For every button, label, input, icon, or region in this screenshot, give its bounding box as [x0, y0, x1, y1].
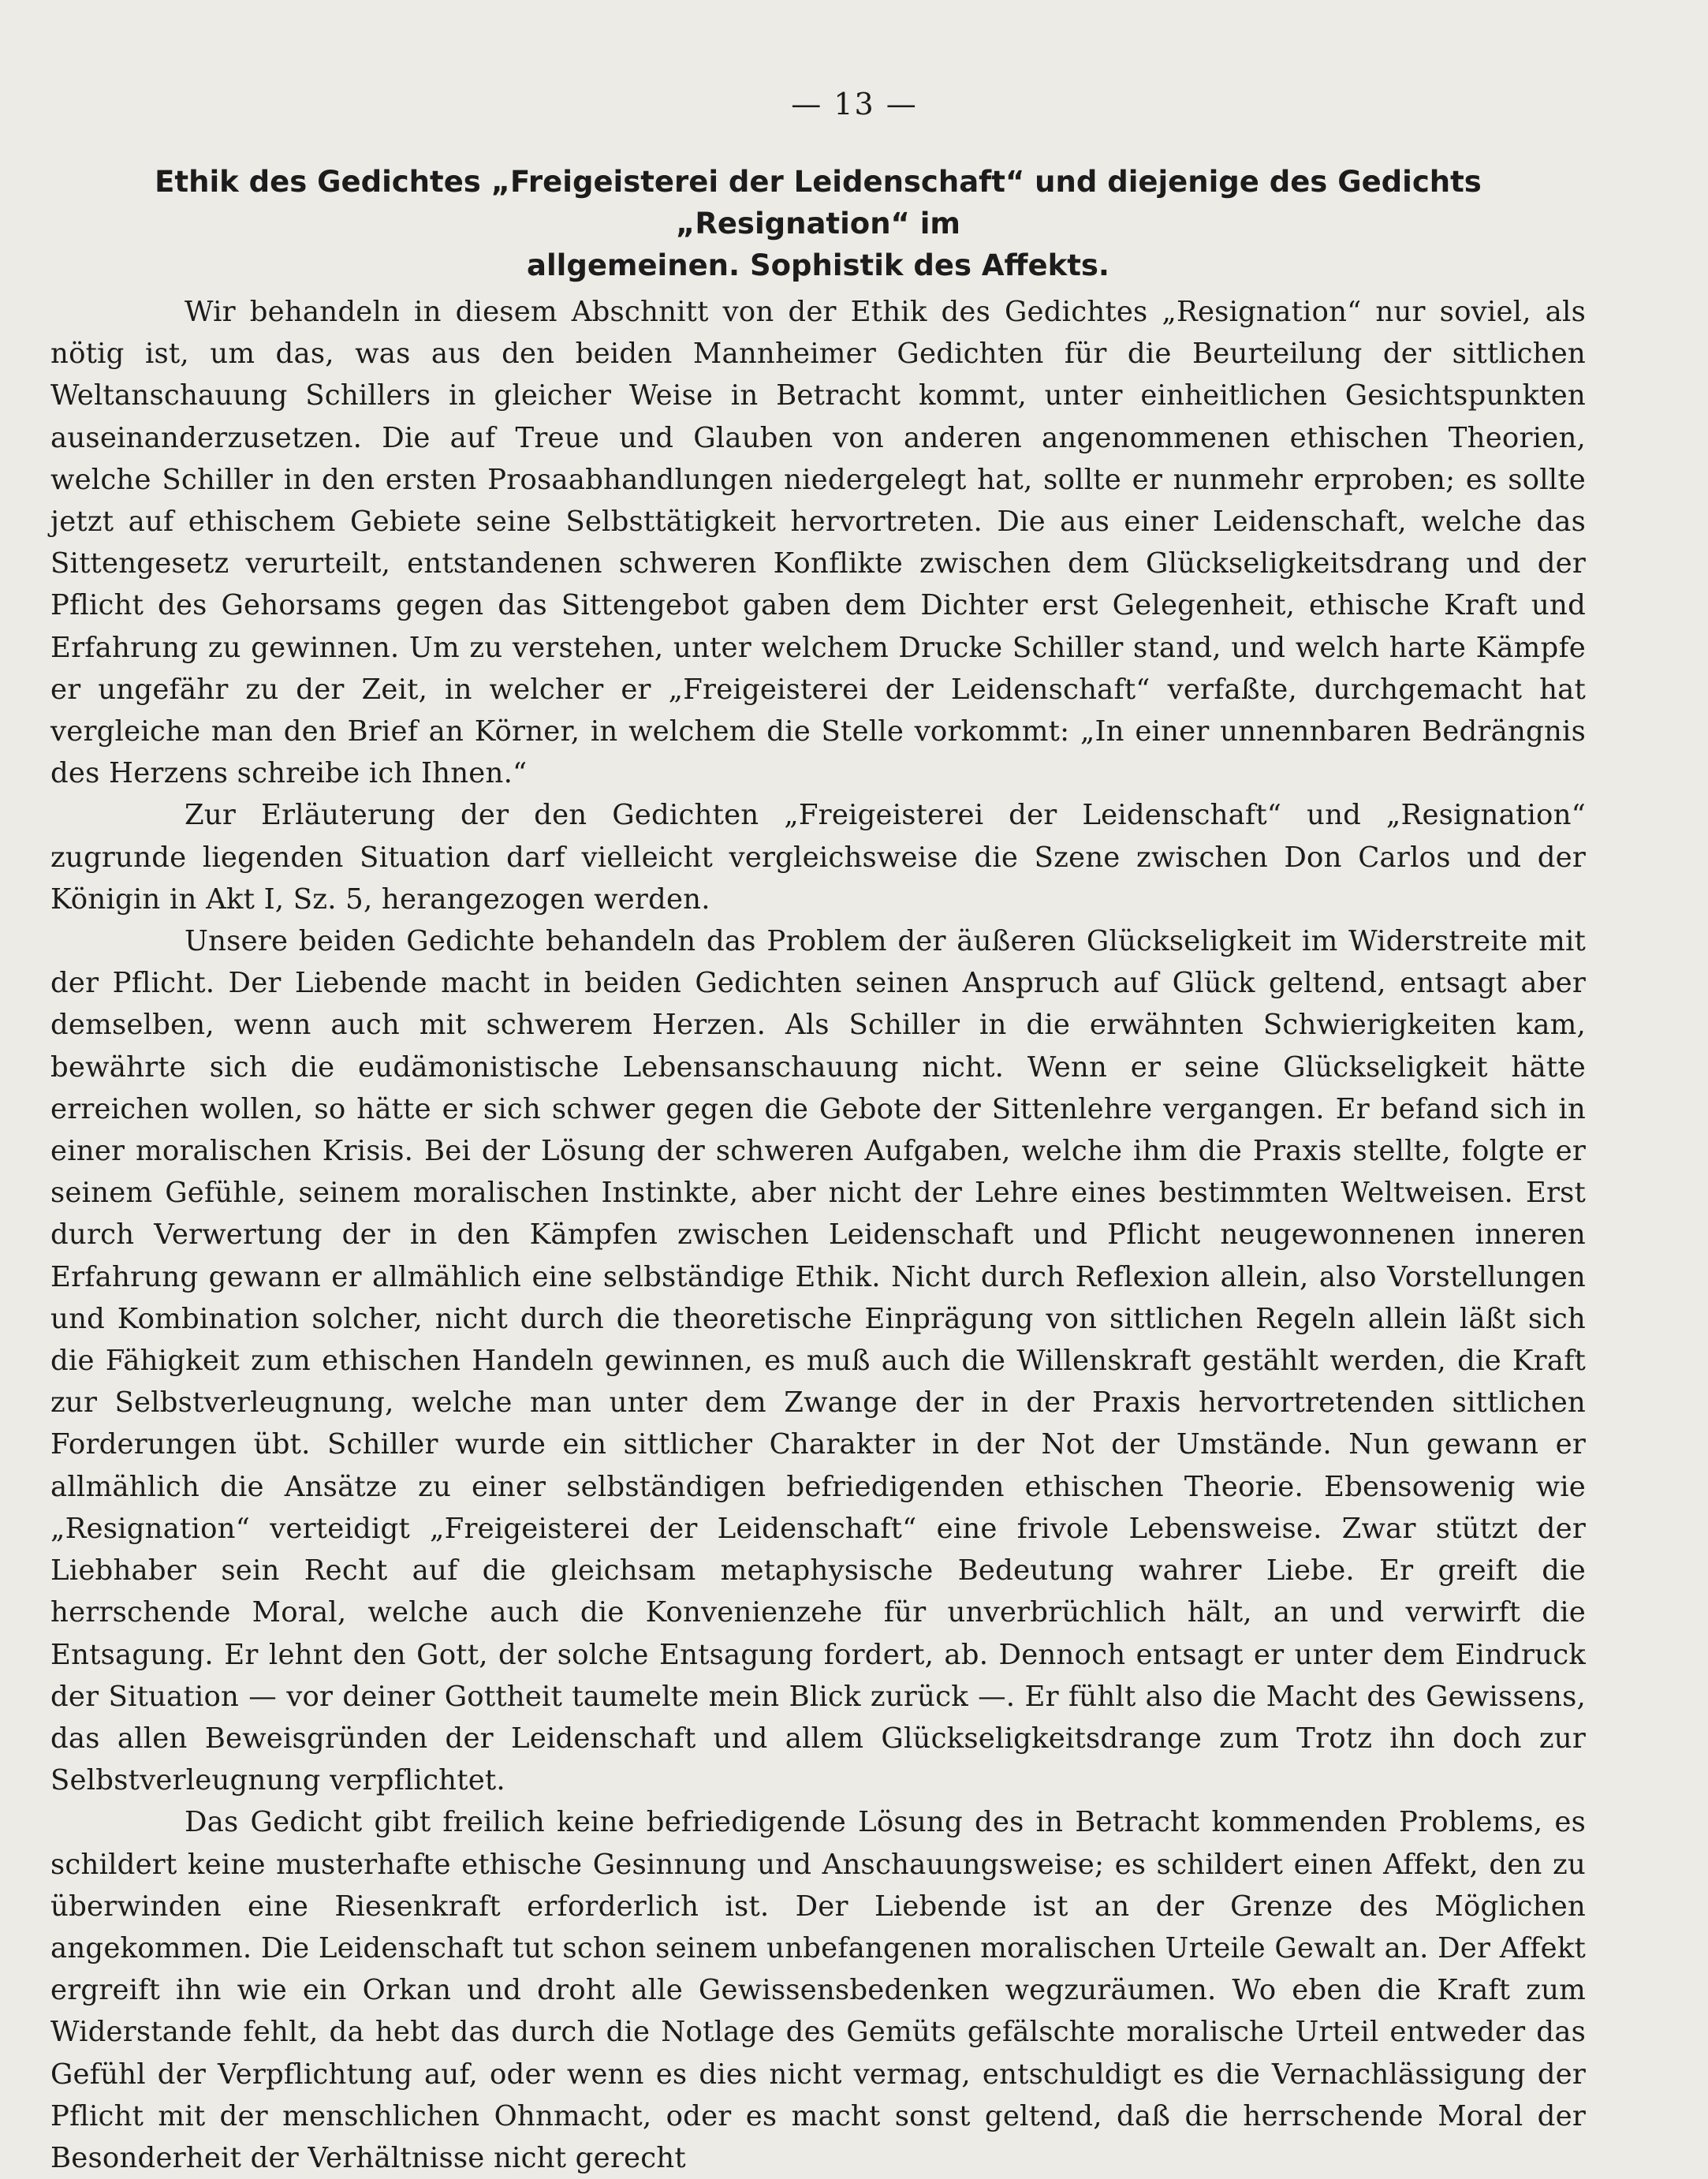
- section-heading-line-1: Ethik des Gedichtes „Freigeisterei der Leidenschaft“ und diejenige des Gedichts „Resignation“ im: [155, 165, 1482, 241]
- page-number: — 13 —: [791, 87, 918, 121]
- paragraph-1: Wir behandeln in diesem Abschnitt von der Ethik des Gedichtes „Resignation“ nur soviel, als nötig ist, um das, was aus den beiden Mannheimer Gedichten für die Beurteilung der sittlichen Weltanschauung Schillers in gleicher Weise in Betracht kommt, unter einheitlichen Gesichtspunkten auseinanderzusetzen. Die auf Treue und Glauben von anderen angenommenen ethischen Theorien, welche Schiller in den ersten Prosaabhandlungen niedergelegt hat, sollte er nunmehr erproben; es sollte jetzt auf ethischem Gebiete seine Selbsttätigkeit hervortreten. Die aus einer Leidenschaft, welche das Sittengesetz verurteilt, entstandenen schweren Konflikte zwischen dem Glückseligkeitsdrang und der Pflicht des Gehorsams gegen das Sittengebot gaben dem Dichter erst Gelegenheit, ethische Kraft und Erfahrung zu gewinnen. Um zu verstehen, unter welchem Drucke Schiller stand, und welch harte Kämpfe er ungefähr zu der Zeit, in welcher er „Freigeisterei der Leidenschaft“ verfaßte, durchgemacht hat vergleiche man den Brief an Körner, in welchem die Stelle vorkommt: „In einer unnennbaren Bedrängnis des Herzens schreibe ich Ihnen.“: [50, 296, 1586, 790]
- paragraph-4: Das Gedicht gibt freilich keine befriedigende Lösung des in Betracht kommenden Problems, es schildert keine musterhafte ethische Gesinnung und Anschauungsweise; es schildert einen Affekt, den zu überwinden eine Riesenkraft erforderlich ist. Der Liebende ist an der Grenze des Möglichen angekommen. Die Leidenschaft tut schon seinem unbefangenen moralischen Urteile Gewalt an. Der Affekt ergreift ihn wie ein Orkan und droht alle Gewissensbedenken wegzuräumen. Wo eben die Kraft zum Widerstande fehlt, da hebt das durch die Notlage des Gemüts gefälschte moralische Urteil entweder das Gefühl der Verpflichtung auf, oder wenn es dies nicht vermag, entschuldigt es die Vernachlässigung der Pflicht mit der menschlichen Ohnmacht, oder es macht sonst geltend, daß die herrschende Moral der Besonderheit der Verhältnisse nicht gerecht: [50, 1806, 1586, 2174]
- paragraph-2: Zur Erläuterung der den Gedichten „Freigeisterei der Leidenschaft“ und „Resignation“ zugrunde liegenden Situation darf vielleicht vergleichsweise die Szene zwischen Don Carlos und der Königin in Akt I, Sz. 5, herangezogen werden.: [50, 799, 1586, 916]
- paragraph-3: Unsere beiden Gedichte behandeln das Problem der äußeren Glückseligkeit im Widerstreite mit der Pflicht. Der Liebende macht in beiden Gedichten seinen Anspruch auf Glück geltend, entsagt aber demselben, wenn auch mit schwerem Herzen. Als Schiller in die erwähnten Schwierigkeiten kam, bewährte sich die eudämonistische Lebensanschauung nicht. Wenn er seine Glückseligkeit hätte erreichen wollen, so hätte er sich schwer gegen die Gebote der Sittenlehre vergangen. Er befand sich in einer moralischen Krisis. Bei der Lösung der schweren Aufgaben, welche ihm die Praxis stellte, folgte er seinem Gefühle, seinem moralischen Instinkte, aber nicht der Lehre eines bestimmten Weltweisen. Erst durch Verwertung der in den Kämpfen zwischen Leidenschaft und Pflicht neugewonnenen inneren Erfahrung gewann er allmählich eine selbständige Ethik. Nicht durch Reflexion allein, also Vorstellungen und Kombination solcher, nicht durch die theoretische Einprägung von sittlichen Regeln allein läßt sich die Fähigkeit zum ethischen Handeln gewinnen, es muß auch die Willenskraft gestählt werden, die Kraft zur Selbstverleugnung, welche man unter dem Zwange der in der Praxis hervortretenden sittlichen Forderungen übt. Schiller wurde ein sittlicher Charakter in der Not der Umstände. Nun gewann er allmählich die Ansätze zu einer selbständigen befriedigenden ethischen Theorie. Ebensowenig wie „Resignation“ verteidigt „Freigeisterei der Leidenschaft“ eine frivole Lebensweise. Zwar stützt der Liebhaber sein Recht auf die gleichsam metaphysische Bedeutung wahrer Liebe. Er greift die herrschende Moral, welche auch die Konvenienzehe für unverbrüchlich hält, an und verwirft die Entsagung. Er lehnt den Gott, der solche Entsagung fordert, ab. Dennoch entsagt er unter dem Eindruck der Situation — vor deiner Gottheit taumelte mein Blick zurück —. Er fühlt also die Macht des Gewissens, das allen Beweisgründen der Leidenschaft und allem Glückseligkeitsdrange zum Trotz ihn doch zur Selbstverleugnung verpflichtet.: [50, 925, 1586, 1797]
- section-heading: [50, 161, 1586, 286]
- body-text: [50, 291, 1586, 2179]
- section-heading-line-2: allgemeinen. Sophistik des Affekts.: [527, 248, 1109, 282]
